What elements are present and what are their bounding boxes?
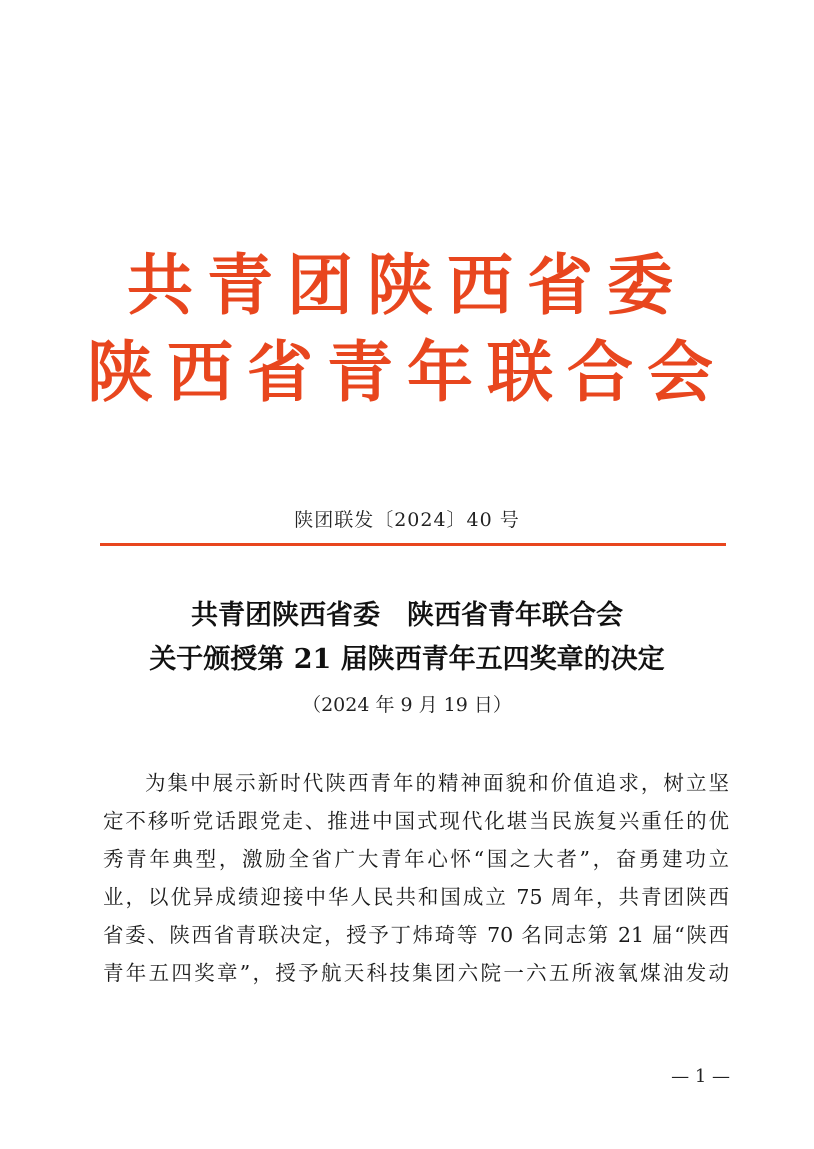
document-date: （2024 年 9 月 19 日）	[302, 694, 512, 716]
body-line: 秀青年典型，激励全省广大青年心怀“国之大者”，奋勇建功立	[103, 847, 729, 871]
issuer-header-line-2: 陕西省青年联合会	[87, 334, 727, 411]
document-number: 陕团联发〔2024〕40 号	[294, 509, 520, 531]
page-number: — 1 —	[671, 1066, 730, 1087]
document-title-line-1: 共青团陕西省委 陕西省青年联合会	[191, 600, 623, 631]
body-paragraph	[103, 764, 729, 992]
body-line: 省委、陕西省青联决定，授予丁炜琦等 70 名同志第 21 届“陕西	[103, 923, 729, 947]
body-line: 为集中展示新时代陕西青年的精神面貌和价值追求，树立坚	[145, 771, 729, 795]
document-title-line-2: 关于颁授第 21 届陕西青年五四奖章的决定	[149, 644, 665, 675]
body-line: 定不移听党话跟党走、推进中国式现代化堪当民族复兴重任的优	[103, 809, 729, 833]
body-line: 业，以优异成绩迎接中华人民共和国成立 75 周年，共青团陕西	[103, 885, 729, 909]
issuer-header-line-1: 共青团陕西省委	[127, 247, 687, 324]
red-divider-rule	[100, 543, 726, 546]
body-line: 青年五四奖章”，授予航天科技集团六院一六五所液氧煤油发动	[103, 961, 729, 985]
